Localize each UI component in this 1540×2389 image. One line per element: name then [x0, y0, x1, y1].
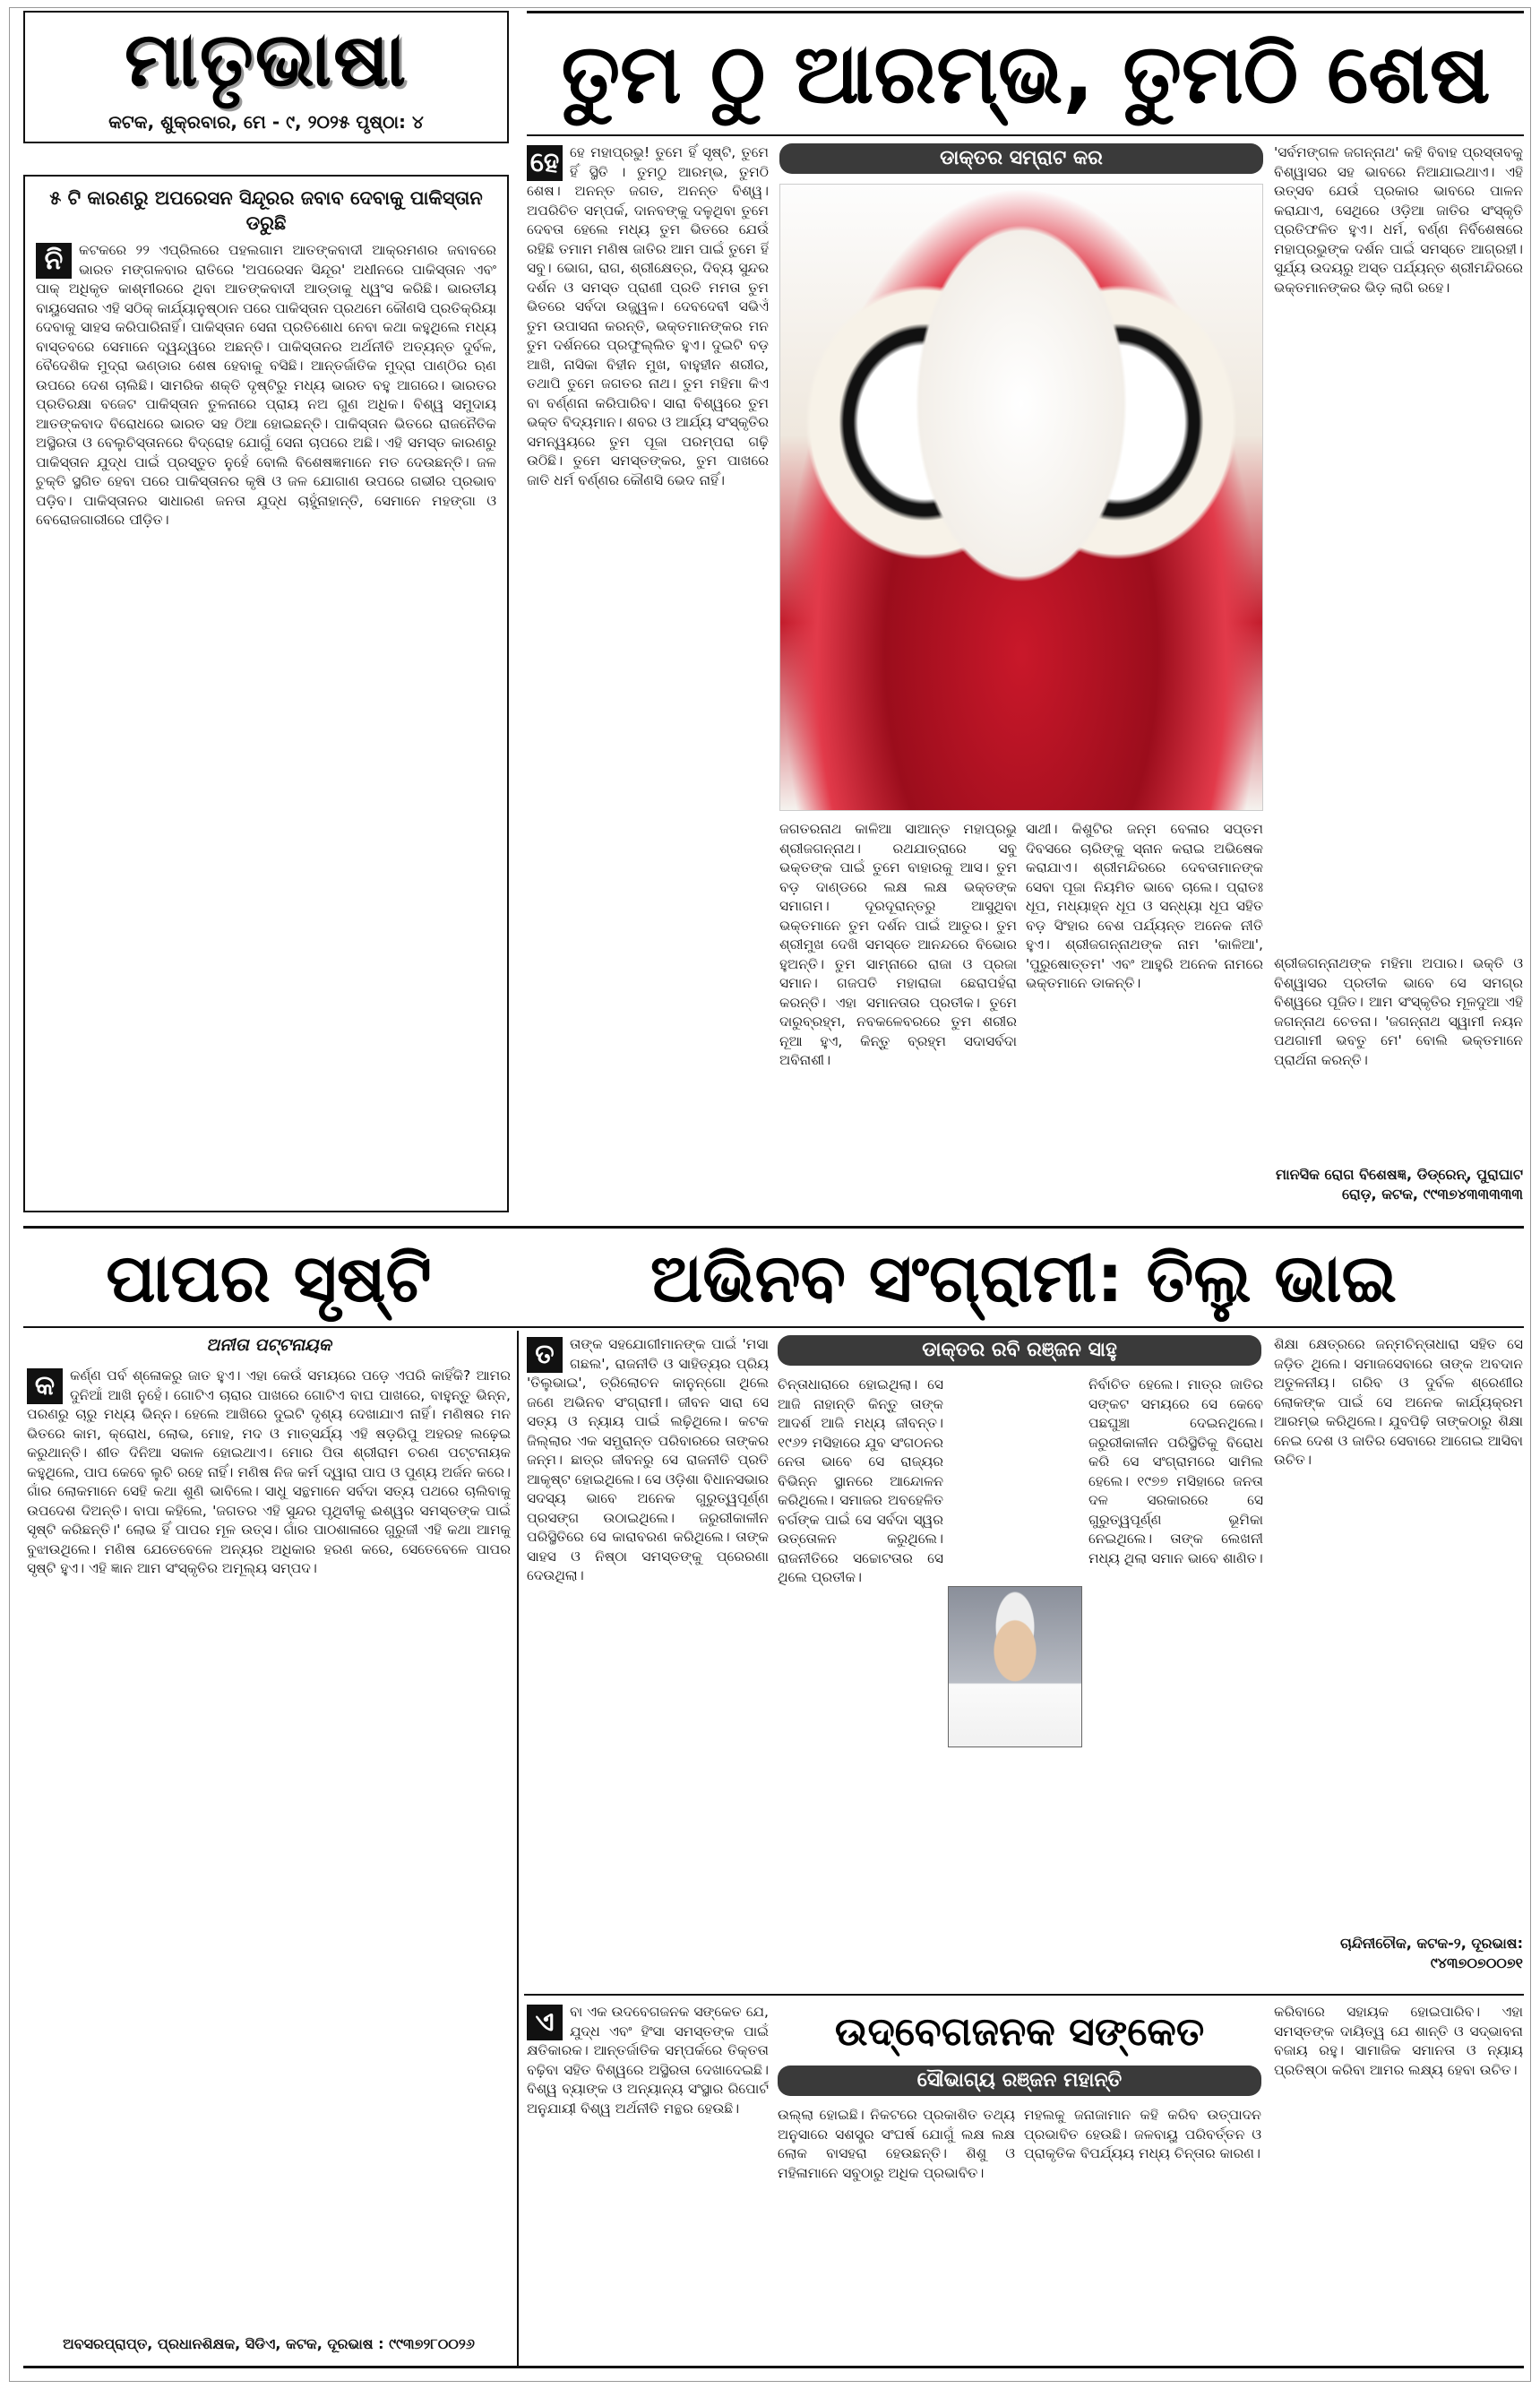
- headline-rule: [527, 134, 1524, 136]
- left-article-dropcap: ନି: [36, 243, 72, 279]
- tilu-article-col-3: ନିର୍ବାଚିତ ହେଲେ। ମାତ୍ର ଜାତିର ସଙ୍କଟ ସମୟରେ ସେ କେବେ ପଛଘୁଞ୍ଚା ଦେଇନଥିଲେ। ଜରୁରୀକାଳୀନ ପରିସ୍ଥିତିକୁ ବିରୋଧ କରି ସେ ସଂଗ୍ରାମରେ ସାମିଲ ହେଲେ। ୧୯୭୭ ମସିହାରେ ଜନତା ଦଳ ସରକାରରେ ସେ ଗୁରୁତ୍ୱପୂର୍ଣ୍ଣ ଭୂମିକା ନେଇଥିଲେ। ତାଙ୍କ ଲେଖନୀ ମଧ୍ୟ ଥିଲା ସମାନ ଭାବେ ଶାଣିତ।: [1088, 1376, 1263, 1566]
- tilu-article-dropcap: ତ: [527, 1337, 563, 1373]
- papa-article-body: [27, 1367, 511, 2330]
- main-article-col-3: ସାଥୀ। କିଶୁଟିର ଜନ୍ମ ବେଳାର ସପ୍ତମ ଦିବସରେ ଚାରିଙ୍କୁ ସ୍ନାନ କରାଇ ଅଭିଷେକ କରାଯାଏ। ଶ୍ରୀମନ୍ଦିରରେ ଦେବତାମାନଙ୍କ ସେବା ପୂଜା ନିୟମିତ ଭାବେ ଚାଲେ। ପ୍ରାତଃ ଧୂପ, ମଧ୍ୟାହ୍ନ ଧୂପ ଓ ସନ୍ଧ୍ୟା ଧୂପ ସହିତ ବଡ଼ ସିଂହାର ବେଶ ପର୍ଯ୍ୟନ୍ତ ଅନେକ ନୀତି ହୁଏ। ଶ୍ରୀଜଗନ୍ନାଥଙ୍କ ନାମ 'କାଳିଆ', 'ପୁରୁଷୋତ୍ତମ' ଏବଂ ଆହୁରି ଅନେକ ନାମରେ ଭକ୍ତମାନେ ଡାକନ୍ତି।: [1026, 821, 1263, 991]
- main-article-col1-text: ହେ ମହାପ୍ରଭୁ! ତୁମେ ହିଁ ସୃଷ୍ଟି, ତୁମେ ହିଁ ସ୍ଥିତି । ତୁମଠୁ ଆରମ୍ଭ, ତୁମଠି ଶେଷ। ଅନନ୍ତ ଜଗତ, ଅନନ୍ତ ବିଶ୍ୱ। ଅପରିଚିତ ସମ୍ପର୍କ, ଦାନବଙ୍କୁ ଦଳୁଥିବା ତୁମେ ଦେବତା ହେଲେ ମଧ୍ୟ ତୁମ ଭିତରେ ଯେଉଁ ରହିଛି ତମାମ ମଣିଷ ଜାତିର ଆମ ପାଇଁ ତୁମେ ହିଁ ସବୁ। ଭୋଗ, ରାଗ, ଶ୍ରୀକ୍ଷେତ୍ର, ଦିବ୍ୟ ସୁନ୍ଦର ଦର୍ଶନ ଓ ସମସ୍ତ ପ୍ରାଣୀ ପ୍ରତି ମମତା ତୁମ ଭିତରେ ସର୍ବଦା ଉଜ୍ଜ୍ୱଳ। ଦେବଦେବୀ ସଭିଏଁ ତୁମ ଉପାସନା କରନ୍ତି, ଭକ୍ତମାନଙ୍କର ମନ ତୁମ ଦର୍ଶନରେ ପ୍ରଫୁଲ୍ଲିତ ହୁଏ। ଦୁଇଟି ବଡ଼ ଆଖି, ନାସିକା ବିହୀନ ମୁଖ, ବାହୁହୀନ ଶରୀର, ତଥାପି ତୁମେ ଜଗତର ନାଥ। ତୁମ ମହିମା କିଏ ବା ବର୍ଣ୍ଣନା କରିପାରିବ। ସାରା ବିଶ୍ୱରେ ତୁମ ଭକ୍ତ ବିଦ୍ୟମାନ। ଶବର ଓ ଆର୍ଯ୍ୟ ସଂସ୍କୃତିର ସମନ୍ୱୟରେ ତୁମ ପୂଜା ପରମ୍ପରା ଗଢ଼ି ଉଠିଛି। ତୁମେ ସମସ୍ତଙ୍କର, ତୁମ ପାଖରେ ଜାତି ଧର୍ମ ବର୍ଣ୍ଣର କୌଣସି ଭେଦ ନାହିଁ।: [527, 144, 769, 488]
- bottom-rule: [23, 2366, 1524, 2368]
- tilu-portrait-photo: [948, 1586, 1082, 1747]
- papa-signature: ଅବସରପ୍ରାପ୍ତ, ପ୍ରଧାନଶିକ୍ଷକ, ସିଡିଏ, କଟକ, ଦୂରଭାଷ : ୯୯୩୭୨୮୦୦୨୬: [63, 2335, 475, 2352]
- tilu-article-byline: ଡାକ୍ତର ରବି ରଞ୍ଜନ ସାହୁ: [778, 1335, 1261, 1366]
- main-article-col-2: ଜଗତରନାଥ କାଳିଆ ସାଆନ୍ତ ମହାପ୍ରଭୁ ଶ୍ରୀଜଗନ୍ନାଥ। ରଥଯାତ୍ରାରେ ସବୁ ଭକ୍ତଙ୍କ ପାଇଁ ତୁମେ ବାହାରକୁ ଆସ। ତୁମ ବଡ଼ ଦାଣ୍ଡରେ ଲକ୍ଷ ଲକ୍ଷ ଭକ୍ତଙ୍କ ସମାଗମ। ଦୂରଦୂରାନ୍ତରୁ ଆସୁଥିବା ଭକ୍ତମାନେ ତୁମ ଦର୍ଶନ ପାଇଁ ଆତୁର। ତୁମ ଶ୍ରୀମୁଖ ଦେଖି ସମସ୍ତେ ଆନନ୍ଦରେ ବିଭୋର ହୁଅନ୍ତି। ତୁମ ସାମ୍ନାରେ ରାଜା ଓ ପ୍ରଜା ସମାନ। ଗଜପତି ମହାରାଜା ଛେରାପହଁରା କରନ୍ତି। ଏହା ସମାନତାର ପ୍ରତୀକ। ତୁମେ ଦାରୁବ୍ରହ୍ମ, ନବକଳେବରରେ ତୁମ ଶରୀର ନୂଆ ହୁଏ, କିନ୍ତୁ ବ୍ରହ୍ମ ସଦାସର୍ବଦା ଅବିନାଶୀ।: [779, 821, 1017, 1068]
- newspaper-logo: ମାତୃଭାଷା: [124, 14, 409, 103]
- tilu-signature: ଚାନ୍ଦିନୀଚୌକ, କଟକ-୨, ଦୂରଭାଷ: ୯୪୩୭୦୭୦୦୭୧: [1340, 1935, 1523, 1971]
- sanket-article-col-3: ମହଲକୁ ଜନାଜାମାନ କହି କରିବ ଉତ୍ପାଦନ ପ୍ରଭାବିତ ହେଉଛି। ଜଳବାୟୁ ପରିବର୍ତ୍ତନ ଓ ପ୍ରାକୃତିକ ବିପର୍ଯ୍ୟୟ ମଧ୍ୟ ଚିନ୍ତାର କାରଣ।: [1024, 2107, 1261, 2161]
- main-article-signature: ମାନସିକ ରୋଗ ବିଶେଷଜ୍ଞ, ଡିଡ୍ରେନ୍, ପୁରାଘାଟ ରୋଡ଼, କଟକ, ୯୯୩୭୪୩୩୩୩୩: [1276, 1166, 1523, 1203]
- papa-author: ଅନୀତା ପଟ୍ଟନାୟକ: [206, 1335, 331, 1355]
- sanket-article-col-4: କରିବାରେ ସହାୟକ ହୋଇପାରିବ। ଏହା ସମସ୍ତଙ୍କ ଦାୟିତ୍ୱ ଯେ ଶାନ୍ତି ଓ ସଦ୍‌ଭାବନା ବଜାୟ ରହୁ। ସାମାଜିକ ସମାନତା ଓ ନ୍ୟାୟ ପ୍ରତିଷ୍ଠା କରିବା ଆମର ଲକ୍ଷ୍ୟ ହେବା ଉଚିତ।: [1274, 2004, 1523, 2078]
- sanket-byline: ସୌଭାଗ୍ୟ ରଞ୍ଜନ ମହାନ୍ତି: [778, 2066, 1261, 2096]
- main-article-byline: ଡାକ୍ତର ସମ୍ରାଟ କର: [779, 143, 1263, 174]
- left-article-text: କଟକରେ ୨୨ ଏପ୍ରିଲରେ ପହଲଗାମ ଆତଙ୍କବାଦୀ ଆକ୍ରମଣର ଜବାବରେ ଭାରତ ମଙ୍ଗଳବାର ରାତିରେ 'ଅପରେସନ ସିନ୍ଦୂର' ଅଧୀନରେ ପାକିସ୍ତାନ ଏବଂ ପାକ୍ ଅଧିକୃତ କାଶ୍ମୀରରେ ଥିବା ଆତଙ୍କବାଦୀ ଆଡ୍ଡାକୁ ଧ୍ୱଂସ କରିଛି। ଭାରତୀୟ ବାୟୁସେନାର ଏହି ସଠିକ୍ କାର୍ଯ୍ୟାନୁଷ୍ଠାନ ପରେ ପାକିସ୍ତାନ ପ୍ରଥମେ କୌଣସି ପ୍ରତିକ୍ରିୟା ଦେବାକୁ ସାହସ କରିପାରିନାହିଁ। ପାକିସ୍ତାନ ସେନା ପ୍ରତିଶୋଧ ନେବା କଥା କହୁଥିଲେ ମଧ୍ୟ ବାସ୍ତବରେ ସେମାନେ ଦ୍ୱନ୍ଦ୍ୱରେ ଅଛନ୍ତି। ପାକିସ୍ତାନର ଅର୍ଥନୀତି ଅତ୍ୟନ୍ତ ଦୁର୍ବଳ, ବୈଦେଶିକ ମୁଦ୍ରା ଭଣ୍ଡାର ଶେଷ ହେବାକୁ ବସିଛି। ଆନ୍ତର୍ଜାତିକ ମୁଦ୍ରା ପାଣ୍ଠିର ଋଣ ଉପରେ ଦେଶ ଚାଲିଛି। ସାମରିକ ଶକ୍ତି ଦୃଷ୍ଟିରୁ ମଧ୍ୟ ଭାରତ ବହୁ ଆଗରେ। ଭାରତର ପ୍ରତିରକ୍ଷା ବଜେଟ ପାକିସ୍ତାନ ତୁଳନାରେ ପ୍ରାୟ ନଅ ଗୁଣ ଅଧିକ। ବିଶ୍ୱ ସମୁଦାୟ ଆତଙ୍କବାଦ ବିରୋଧରେ ଭାରତ ସହ ଠିଆ ହୋଇଛନ୍ତି। ପାକିସ୍ତାନ ଭିତରେ ରାଜନୈତିକ ଅସ୍ଥିରତା ଓ ବେଲୁଚିସ୍ତାନରେ ବିଦ୍ରୋହ ଯୋଗୁଁ ସେନା ଚାପରେ ଅଛି। ଏହି ସମସ୍ତ କାରଣରୁ ପାକିସ୍ତାନ ଯୁଦ୍ଧ ପାଇଁ ପ୍ରସ୍ତୁତ ନୁହେଁ ବୋଲି ବିଶେଷଜ୍ଞମାନେ ମତ ଦେଉଛନ୍ତି। ଜଳ ଚୁକ୍ତି ସ୍ଥଗିତ ହେବା ପରେ ପାକିସ୍ତାନର କୃଷି ଓ ଜଳ ଯୋଗାଣ ଉପରେ ଗଭୀର ପ୍ରଭାବ ପଡ଼ିବ। ପାକିସ୍ତାନର ସାଧାରଣ ଜନତା ଯୁଦ୍ଧ ଚାହୁଁନାହାନ୍ତି, ସେମାନେ ମହଙ୍ଗା ଓ ବେରୋଜଗାରୀରେ ପୀଡ଼ିତ।: [36, 242, 496, 528]
- left-article-headline: ୫ ଟି କାରଣରୁ ଅପରେସନ ସିନ୍ଦୂରର ଜବାବ ଦେବାକୁ ପାକିସ୍ତାନ ଡରୁଛି: [49, 187, 483, 234]
- main-headline: ତୁମ ଠୁ ଆରମ୍ଭ, ତୁମଠି ଶେଷ: [561, 26, 1491, 122]
- main-article-col-4: 'ସର୍ବମଙ୍ଗଳ ଜଗନ୍ନାଥ' କହି ବିବାହ ପ୍ରସ୍ତାବକୁ ବିଶ୍ୱାସର ସହ ଭାବରେ ନିଆଯାଇଥାଏ। ଏହି ଉତ୍ସବ ଯେଉଁ ପ୍ରକାର ଭାବରେ ପାଳନ କରାଯାଏ, ସେଥିରେ ଓଡ଼ିଆ ଜାତିର ସଂସ୍କୃତି ପ୍ରତିଫଳିତ ହୁଏ। ଧର୍ମ, ବର୍ଣ୍ଣ ନିର୍ବିଶେଷରେ ମହାପ୍ରଭୁଙ୍କ ଦର୍ଶନ ପାଇଁ ସମସ୍ତେ ଆଗ୍ରହୀ। ସୁର୍ଯ୍ୟ ଉଦୟରୁ ଅସ୍ତ ପର୍ଯ୍ୟନ୍ତ ଶ୍ରୀମନ୍ଦିରରେ ଭକ୍ତମାନଙ୍କର ଭିଡ଼ ଲାଗି ରହେ।: [1274, 144, 1523, 296]
- papa-article-dropcap: କ: [27, 1368, 63, 1404]
- sanket-article-col1-text: ବା ଏକ ଉଦବେଗଜନକ ସଙ୍କେତ ଯେ, ଯୁଦ୍ଧ ଏବଂ ହିଂସା ସମସ୍ତଙ୍କ ପାଇଁ କ୍ଷତିକାରକ। ଆନ୍ତର୍ଜାତିକ ସମ୍ପର୍କରେ ତିକ୍ତତା ବଢ଼ିବା ସହିତ ବିଶ୍ୱରେ ଅସ୍ଥିରତା ଦେଖାଦେଇଛି। ବିଶ୍ୱ ବ୍ୟାଙ୍କ ଓ ଅନ୍ୟାନ୍ୟ ସଂସ୍ଥାର ରିପୋର୍ଟ ଅନୁଯାୟୀ ବିଶ୍ୱ ଅର୍ଥନୀତି ମନ୍ଥର ହେଉଛି।: [527, 2004, 769, 2117]
- tilu-article-col-2: ଚିନ୍ତାଧାରାରେ ହୋଇଥିଲା। ସେ ଆଜି ନାହାନ୍ତି କିନ୍ତୁ ତାଙ୍କ ଆଦର୍ଶ ଆଜି ମଧ୍ୟ ଜୀବନ୍ତ। ୧୯୬୨ ମସିହାରେ ଯୁବ ସଂଗଠନର ନେତା ଭାବେ ସେ ରାଜ୍ୟର ବିଭିନ୍ନ ସ୍ଥାନରେ ଆନ୍ଦୋଳନ କରିଥିଲେ। ସମାଜର ଅବହେଳିତ ବର୍ଗଙ୍କ ପାଇଁ ସେ ସର୍ବଦା ସ୍ୱର ଉତ୍ତୋଳନ କରୁଥିଲେ। ରାଜନୀତିରେ ସଚ୍ଚୋଟତାର ସେ ଥିଲେ ପ୍ରତୀକ।: [778, 1376, 943, 1585]
- main-article-dropcap: ହେ: [527, 145, 563, 181]
- sanket-article-dropcap: ଏ: [527, 2005, 563, 2040]
- papa-headline: ପାପର ସୃଷ୍ଟି: [106, 1240, 432, 1317]
- tilu-article-col-4: ଶିକ୍ଷା କ୍ଷେତ୍ରରେ ଜନ୍ମଚିନ୍ତାଧାରା ସହିତ ସେ ଜଡ଼ିତ ଥିଲେ। ସମାଜସେବାରେ ତାଙ୍କ ଅବଦାନ ଅତୁଳନୀୟ। ଗରିବ ଓ ଦୁର୍ବଳ ଶ୍ରେଣୀର ଲୋକଙ୍କ ପାଇଁ ସେ ଅନେକ କାର୍ଯ୍ୟକ୍ରମ ଆରମ୍ଭ କରିଥିଲେ। ଯୁବପିଢ଼ି ତାଙ୍କଠାରୁ ଶିକ୍ଷା ନେଇ ଦେଶ ଓ ଜାତିର ସେବାରେ ଆଗେଇ ଆସିବା ଉଚିତ।: [1274, 1336, 1523, 1468]
- papa-article-text: କର୍ଣ୍ଣ ପର୍ବ ଶ୍ଳୋକରୁ ଜାତ ହୁଏ। ଏହା କେଉଁ ସମୟରେ ପଡ଼େ ଏପରି କାହିଁକି? ଆମର ଦୁନିଆଁ ଆଖି ନୁହେଁ। ଗୋଟିଏ ଚାରାର ପାଖରେ ଗୋଟିଏ ବାଘ ପାଖରେ, ବାହୁନ୍ତୁ ଭିନ୍ନ, ପରଣରୁ ଚାରୁ ମଧ୍ୟ ଭିନ୍ନ। ହେଲେ ଆଖିରେ ଦୁଇଟି ଦୃଶ୍ୟ ଦେଖାଯାଏ ନାହିଁ। ମଣିଷର ମନ ଭିତରେ କାମ, କ୍ରୋଧ, ଲୋଭ, ମୋହ, ମଦ ଓ ମାତ୍ସର୍ଯ୍ୟ ଏହି ଷଡ଼ରିପୁ ଅହରହ ଲଢ଼େଇ କରୁଥାନ୍ତି। ଶୀତ ଦିନିଆ ସକାଳ ହୋଇଥାଏ। ମୋର ପିତା ଶ୍ରୀରାମ ଚରଣ ପଟ୍ଟନାୟକ କହୁଥିଲେ, ପାପ କେବେ ଲୁଚି ରହେ ନାହିଁ। ମଣିଷ ନିଜ କର୍ମ ଦ୍ୱାରା ପାପ ଓ ପୁଣ୍ୟ ଅର୍ଜନ କରେ। ଗାଁର ଲୋକମାନେ ସେହି କଥା ଶୁଣି ଭାବିଲେ। ସାଧୁ ସନ୍ଥମାନେ ସର୍ବଦା ସତ୍ୟ ପଥରେ ଚାଲିବାକୁ ଉପଦେଶ ଦିଅନ୍ତି। ବାପା କହିଲେ, 'ଜଗତର ଏହି ସୁନ୍ଦର ପୃଥିବୀକୁ ଈଶ୍ୱର ସମସ୍ତଙ୍କ ପାଇଁ ସୃଷ୍ଟି କରିଛନ୍ତି।' ଲୋଭ ହିଁ ପାପର ମୂଳ ଉତ୍ସ। ଗାଁର ପାଠଶାଳାରେ ଗୁରୁଜୀ ଏହି କଥା ଆମକୁ ବୁଝାଉଥିଲେ। ମଣିଷ ଯେତେବେଳେ ଅନ୍ୟର ଅଧିକାର ହରଣ କରେ, ସେତେବେଳେ ପାପର ସୃଷ୍ଟି ହୁଏ। ଏହି ଜ୍ଞାନ ଆମ ସଂସ୍କୃତିର ଅମୂଲ୍ୟ ସମ୍ପଦ।: [27, 1367, 511, 1576]
- masthead: [23, 11, 509, 143]
- left-article-box: [23, 175, 509, 1212]
- sanket-headline: ଉଦ୍‌ବେଗଜନକ ସଙ୍କେତ: [834, 2009, 1205, 2055]
- sanket-article-col-1: [527, 2003, 769, 2361]
- sanket-top-rule: [524, 1994, 1524, 1996]
- main-article-col-5: ଶ୍ରୀଜଗନ୍ନାଥଙ୍କ ମହିମା ଅପାର। ଭକ୍ତି ଓ ବିଶ୍ୱାସର ପ୍ରତୀକ ଭାବେ ସେ ସମଗ୍ର ବିଶ୍ୱରେ ପୂଜିତ। ଆମ ସଂସ୍କୃତିର ମୂଳଦୁଆ ଏହି ଜଗନ୍ନାଥ ଚେତନା। 'ଜଗନ୍ନାଥ ସ୍ୱାମୀ ନୟନ ପଥଗାମୀ ଭବତୁ ମେ' ବୋଲି ଭକ୍ତମାନେ ପ୍ରାର୍ଥନା କରନ୍ତି।: [1274, 955, 1523, 1068]
- top-rule: [527, 11, 1524, 13]
- left-article-body: [36, 241, 496, 1202]
- dateline: କଟକ, ଶୁକ୍ରବାର, ମେ - ୯, ୨୦୨୫ ପୃଷ୍ଠା: ୪: [108, 111, 424, 133]
- section-rule: [23, 1226, 1524, 1229]
- tilu-article-col-1: [527, 1335, 769, 1989]
- headline-rule-2: [23, 1326, 1524, 1328]
- sanket-article-col-2: ଉଲ୍ଲା ହୋଇଛି। ନିକଟରେ ପ୍ରକାଶିତ ତଥ୍ୟ ଅନୁସାରେ ସଶସ୍ତ୍ର ସଂଘର୍ଷ ଯୋଗୁଁ ଲକ୍ଷ ଲକ୍ଷ ଲୋକ ବାସହରା ହେଉଛନ୍ତି। ଶିଶୁ ଓ ମହିଳାମାନେ ସବୁଠାରୁ ଅଧିକ ପ୍ରଭାବିତ।: [778, 2107, 1015, 2181]
- main-article-col-1: [527, 143, 769, 1219]
- tilu-article-col1-text: ତାଙ୍କ ସହଯୋଗୀମାନଙ୍କ ପାଇଁ 'ମସା ଗଛଲ', ରାଜନୀତି ଓ ସାହିତ୍ୟର ପ୍ରିୟ 'ତିଲୁଭାଇ', ତ୍ରିଲୋଚନ କାନୁନ୍‌ଗୋ ଥିଲେ ଜଣେ ଅଭିନବ ସଂଗ୍ରାମୀ। ଜୀବନ ସାରା ସେ ସତ୍ୟ ଓ ନ୍ୟାୟ ପାଇଁ ଲଢ଼ିଥିଲେ। କଟକ ଜିଲ୍ଲାର ଏକ ସମ୍ଭ୍ରାନ୍ତ ପରିବାରରେ ତାଙ୍କର ଜନ୍ମ। ଛାତ୍ର ଜୀବନରୁ ସେ ରାଜନୀତି ପ୍ରତି ଆକୃଷ୍ଟ ହୋଇଥିଲେ। ସେ ଓଡ଼ିଶା ବିଧାନସଭାର ସଦସ୍ୟ ଭାବେ ଅନେକ ଗୁରୁତ୍ୱପୂର୍ଣ୍ଣ ପ୍ରସଙ୍ଗ ଉଠାଇଥିଲେ। ଜରୁରୀକାଳୀନ ପରିସ୍ଥିତିରେ ସେ କାରାବରଣ କରିଥିଲେ। ତାଙ୍କ ସାହସ ଓ ନିଷ୍ଠା ସମସ୍ତଙ୍କୁ ପ୍ରେରଣା ଦେଉଥିଲା।: [527, 1336, 769, 1583]
- tilu-headline: ଅଭିନବ ସଂଗ୍ରାମୀ: ତିଲୁ ଭାଇ: [650, 1240, 1398, 1317]
- vertical-divider: [517, 1331, 519, 2366]
- jagannath-photo: [779, 184, 1263, 811]
